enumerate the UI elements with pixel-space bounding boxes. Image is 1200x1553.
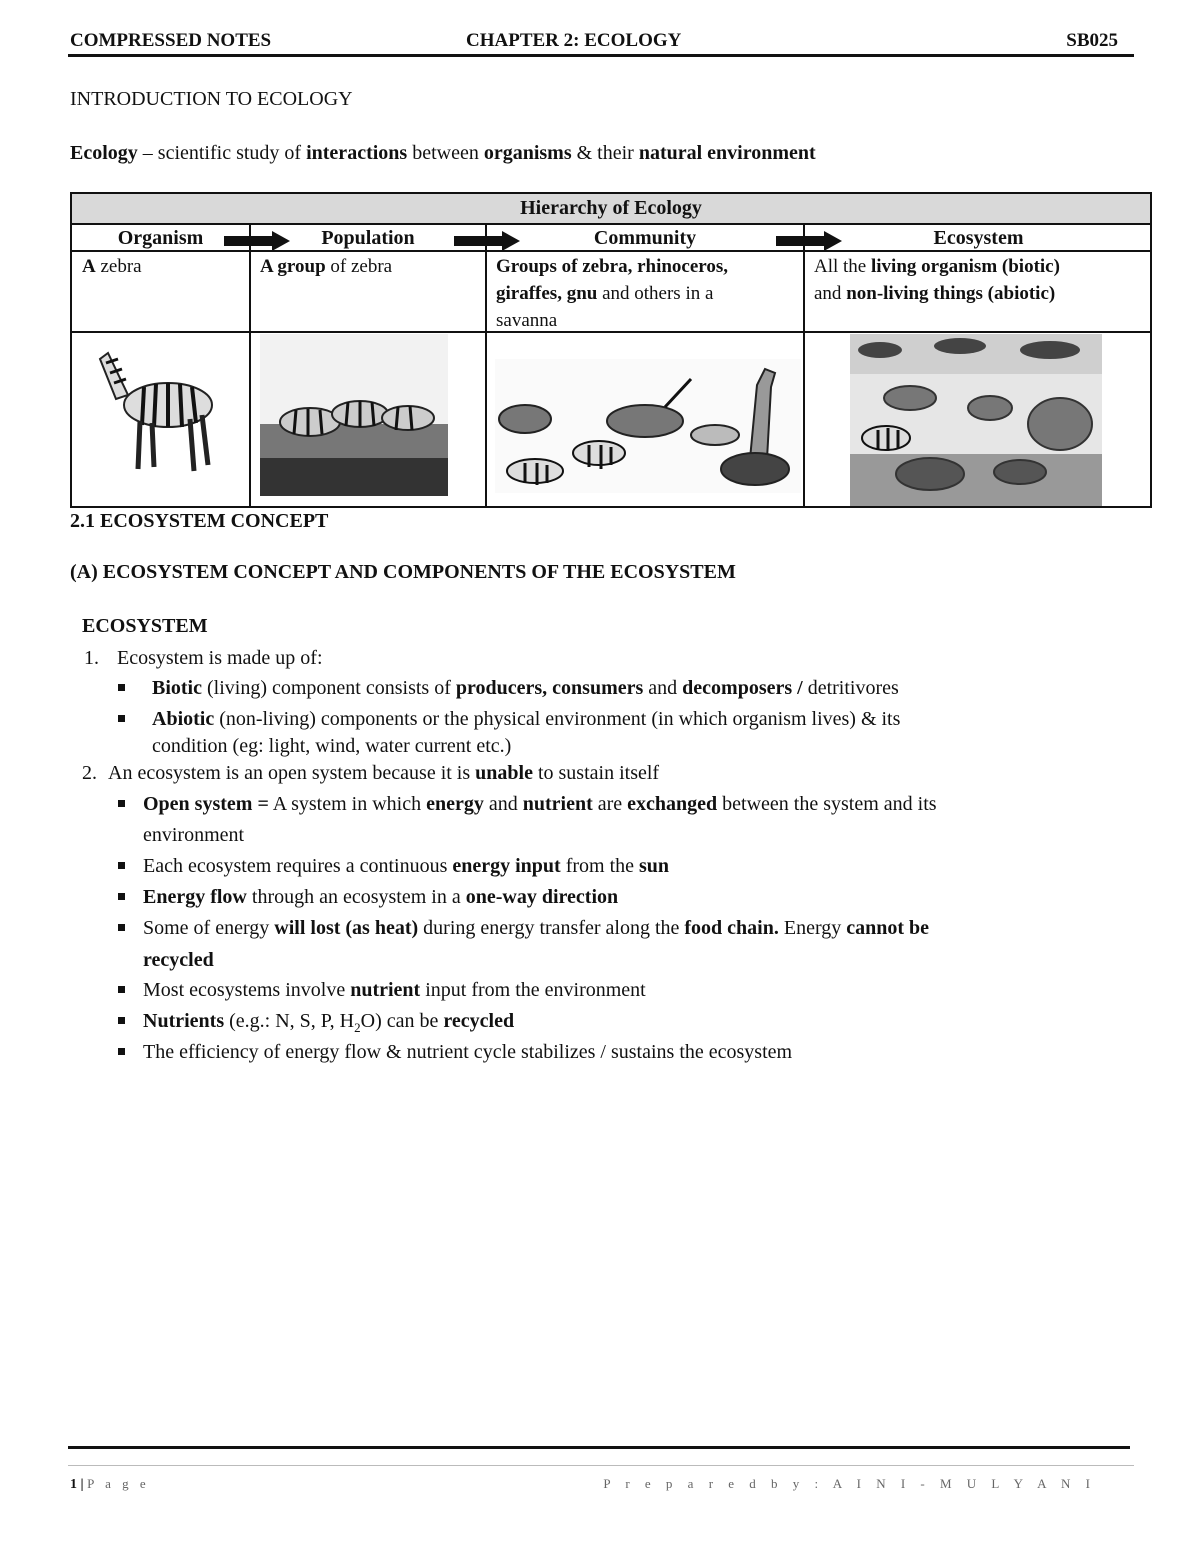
text: Each ecosystem requires a continuous [143, 855, 453, 877]
text-bold: Biotic [152, 677, 202, 699]
square-bullet-icon [118, 715, 125, 722]
right-arrow-icon [224, 231, 290, 251]
def-term: Ecology [70, 142, 138, 164]
text-bold: Energy flow [143, 886, 247, 908]
ecosystem-desc [814, 253, 1149, 307]
hierarchy-table [70, 192, 1152, 508]
energy-lost-line-cont [143, 949, 214, 972]
text-bold: Nutrients [143, 1010, 225, 1032]
desc-bold: A group [260, 256, 326, 277]
text: and [483, 793, 523, 815]
level-organism: Organism [117, 227, 204, 249]
text: through an ecosystem in a [246, 886, 466, 908]
efficiency-line: The efficiency of energy flow & nutrient cycle stabilizes / sustains the ecosystem [143, 1041, 793, 1063]
ecosystem-heading: ECOSYSTEM [82, 615, 208, 637]
section-2-1-heading: 2.1 ECOSYSTEM CONCEPT [70, 510, 329, 532]
desc-text: of zebra [325, 256, 393, 277]
def-bold: natural environment [638, 142, 816, 164]
text: from the [560, 855, 640, 877]
text: (non-living) components or the physical environment (in which organism lives) & its [214, 708, 901, 730]
open-system-line-cont: environment [143, 824, 245, 846]
text-bold: energy [426, 793, 484, 815]
abiotic-line-cont: condition (eg: light, wind, water current etc.) [152, 735, 512, 757]
text-bold: exchanged [627, 793, 718, 815]
def-text: – scientific study of [137, 142, 307, 164]
open-system-line [143, 793, 937, 816]
text-bold: one-way direction [465, 886, 619, 908]
square-bullet-icon [118, 986, 125, 993]
page-header [70, 30, 1132, 54]
header-left: COMPRESSED NOTES [70, 30, 272, 51]
text-bold: energy input [452, 855, 561, 877]
desc-bold: A [82, 256, 96, 277]
footer-rule [68, 1446, 1130, 1449]
zebra-image [94, 339, 228, 479]
text-bold: Abiotic [152, 708, 215, 730]
table-col-divider [803, 225, 805, 508]
community-desc [496, 253, 796, 334]
energy-flow-line [143, 886, 618, 909]
savanna-animals-image [495, 359, 801, 493]
text-bold: nutrient [522, 793, 593, 815]
text-bold: food chain. [684, 917, 779, 939]
desc-bold: living organism (biotic) [871, 256, 1060, 277]
list-number: 2. [82, 762, 97, 784]
text-bold: sun [639, 855, 670, 877]
header-rule [68, 54, 1134, 57]
def-bold: interactions [306, 142, 408, 164]
text: Most ecosystems involve [143, 979, 351, 1001]
footer-prepared-by: P r e p a r e d b y : A I N I - M U L Y A N I [603, 1476, 1096, 1491]
biotic-line [152, 677, 899, 700]
population-desc [260, 253, 392, 280]
page-word: P a g e [87, 1476, 150, 1491]
text-bold: decomposers / [682, 677, 803, 699]
def-text: between [407, 142, 484, 164]
text: O) can be [360, 1010, 444, 1032]
energy-lost-line [143, 917, 929, 940]
square-bullet-icon [118, 893, 125, 900]
square-bullet-icon [118, 684, 125, 691]
desc-text: and others in a [597, 283, 714, 304]
text-bold: unable [475, 762, 533, 784]
desc-text: and [814, 283, 847, 304]
abiotic-line [152, 708, 900, 731]
text-bold: recycled [143, 949, 214, 971]
subscript: 2 [354, 1020, 361, 1035]
section-a-heading: (A) ECOSYSTEM CONCEPT AND COMPONENTS OF THE ECOSYSTEM [70, 561, 736, 583]
hierarchy-title: Hierarchy of Ecology [72, 194, 1150, 225]
text-bold: will lost (as heat) [274, 917, 419, 939]
page-number: 1 [70, 1477, 77, 1492]
desc-text: All the [814, 256, 871, 277]
square-bullet-icon [118, 924, 125, 931]
desc-bold: non-living things (abiotic) [846, 283, 1056, 304]
list-item-2 [108, 762, 659, 785]
table-col-divider [249, 225, 251, 508]
nutrient-input-line [143, 979, 646, 1002]
desc-text: zebra [95, 256, 142, 277]
text: during energy transfer along the [418, 917, 685, 939]
text: and [643, 677, 683, 699]
text-bold: cannot be [846, 917, 930, 939]
right-arrow-icon [454, 231, 520, 251]
nutrients-line [143, 1010, 514, 1036]
desc-text: savanna [496, 310, 558, 331]
def-bold: organisms [483, 142, 572, 164]
text: (living) component consists of [202, 677, 456, 699]
list-number: 1. [84, 647, 99, 669]
energy-input-line [143, 855, 669, 878]
level-ecosystem: Ecosystem [933, 227, 1024, 249]
text: are [592, 793, 628, 815]
desc-bold: giraffes, gnu [496, 283, 598, 304]
square-bullet-icon [118, 1017, 125, 1024]
desc-bold: Groups of zebra, rhinoceros, [496, 256, 729, 277]
zebra-herd-image [260, 334, 448, 496]
text: between the system and its [717, 793, 937, 815]
def-text: & their [571, 142, 639, 164]
table-col-divider [485, 225, 487, 508]
level-community: Community [593, 227, 697, 249]
text: detritivores [802, 677, 899, 699]
text: (e.g.: N, S, P, H [224, 1010, 355, 1032]
ecology-definition [70, 142, 816, 165]
organism-desc [82, 253, 142, 280]
page-separator: | [77, 1477, 88, 1492]
text-bold: nutrient [350, 979, 421, 1001]
footer-page [70, 1476, 150, 1493]
intro-heading: INTRODUCTION TO ECOLOGY [70, 88, 353, 110]
right-arrow-icon [776, 231, 842, 251]
level-population: Population [321, 227, 415, 249]
square-bullet-icon [118, 1048, 125, 1055]
ecosystem-image [850, 334, 1102, 506]
footer-rule-thin [68, 1465, 1134, 1466]
list-item-1: Ecosystem is made up of: [117, 647, 323, 669]
text: Some of energy [143, 917, 275, 939]
text-bold: recycled [443, 1010, 515, 1032]
text: to sustain itself [532, 762, 660, 784]
text: An ecosystem is an open system because it is [108, 762, 476, 784]
text-bold: Open system = [143, 793, 269, 815]
header-right: SB025 [1066, 30, 1118, 51]
text: Energy [778, 917, 847, 939]
header-center: CHAPTER 2: ECOLOGY [466, 30, 682, 51]
square-bullet-icon [118, 800, 125, 807]
text: A system in which [268, 793, 427, 815]
text-bold: producers, consumers [455, 677, 644, 699]
square-bullet-icon [118, 862, 125, 869]
text: input from the environment [420, 979, 646, 1001]
